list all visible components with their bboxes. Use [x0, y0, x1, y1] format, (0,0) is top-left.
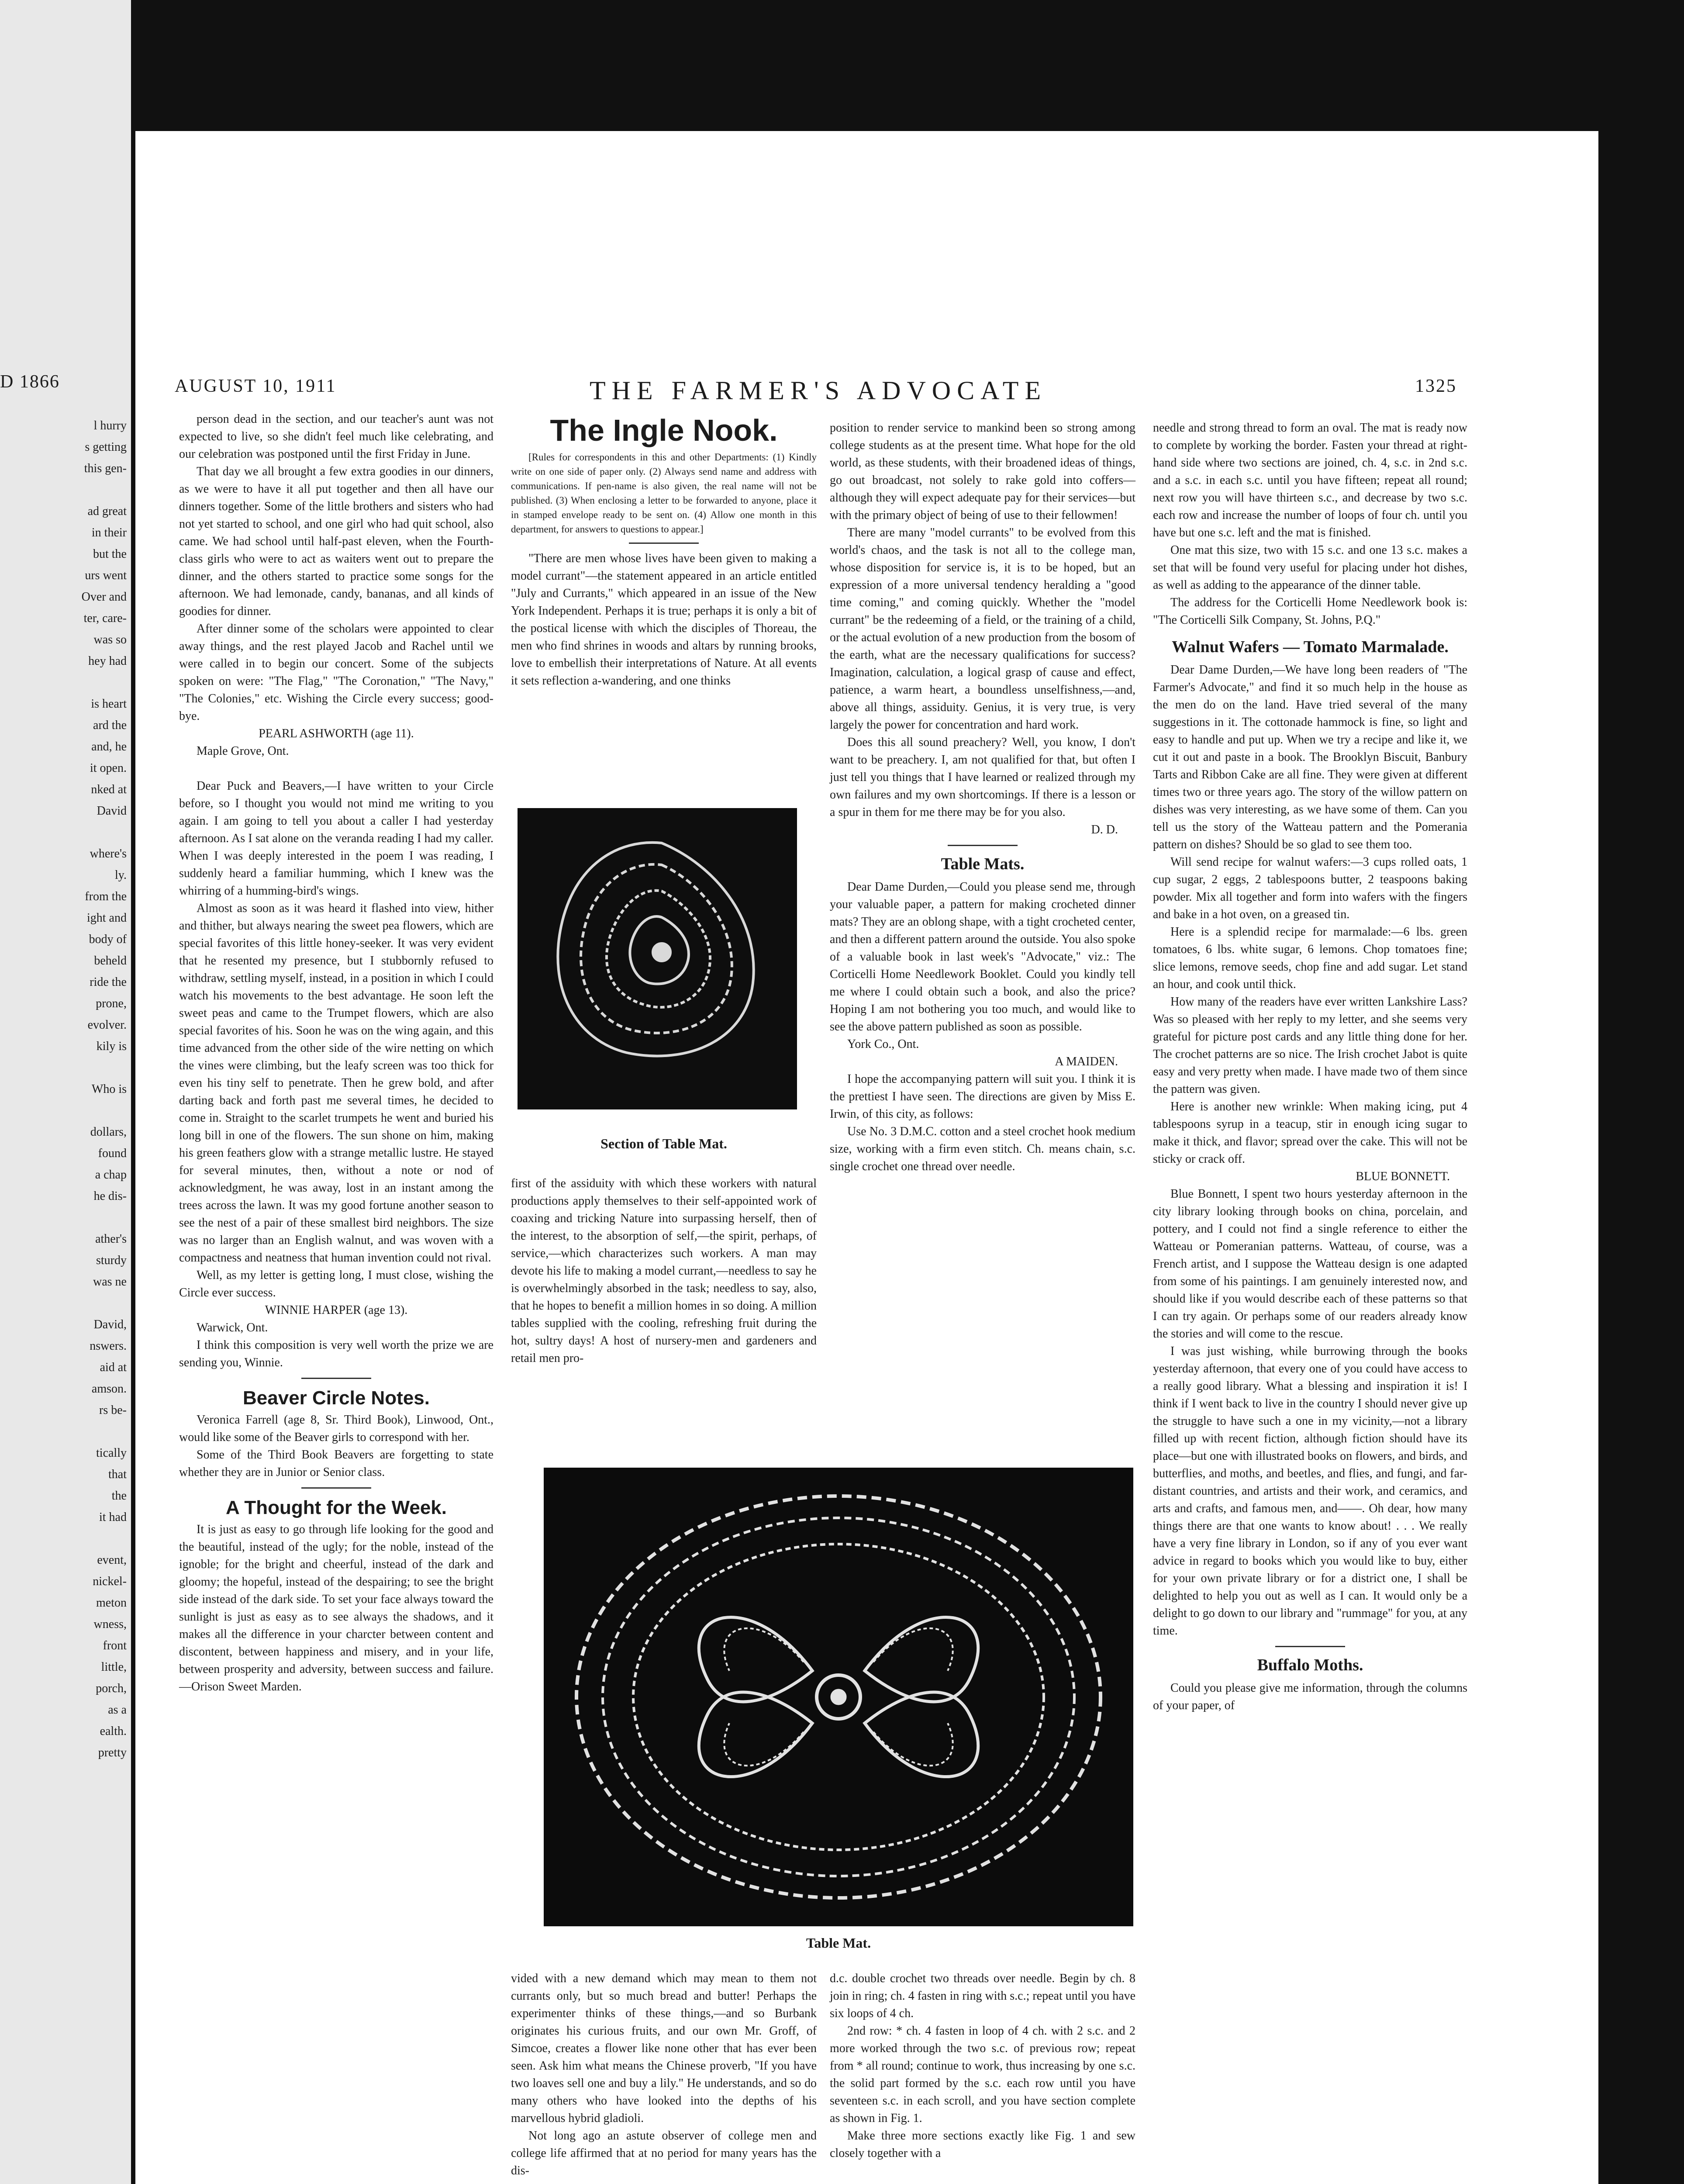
column-1 [179, 411, 493, 1696]
previous-page-line: urs went [85, 569, 127, 582]
section-of-table-mat-photo [518, 808, 797, 1109]
previous-page-line: dollars, [90, 1125, 127, 1139]
column-2-bottom [511, 1970, 817, 2180]
paragraph: Veronica Farrell (age 8, Sr. Third Book), Linwood, Ont., would like some of the Beaver girls to correspond with her. [179, 1413, 493, 1444]
paragraph: vided with a new demand which may mean to them not currants only, but so much bread and butter! Perhaps the experimenter thinks of these things,—and so Burbank originates his curious fruits, and our own Mr. Groff, of Simcoe, creates a flower like none other that has ever been seen. Ask him what means the Chinese proverb, "If you have two loaves sell one and buy a lily." He understands, and so do many others who have looked into the depths of his marvellous hybrid gladioli. [511, 1972, 817, 2125]
place: Maple Grove, Ont. [197, 744, 289, 758]
paragraph: Use No. 3 D.M.C. cotton and a steel crochet hook medium size, working with a firm even stitch. Ch. means chain, s.c. single crochet one thread over needle. [830, 1125, 1135, 1173]
table-mat-photo [544, 1468, 1133, 1926]
previous-page-line: nickel- [93, 1575, 127, 1588]
previous-page-line: a chap [95, 1168, 127, 1182]
paragraph: position to render service to mankind been so strong among college students as at the present time. What hope for the old world, as these students, with their broadened ideas of things, go out broadcast, not solely to rake gold into coffers—although they will expect adequate pay for their services—but with the primary object of being of use to their fellowmen! [830, 421, 1135, 522]
signature: D. D. [1091, 823, 1118, 836]
paragraph: It is just as easy to go through life looking for the good and the beautiful, instead of the ugly; for the noble, instead of the ignoble; for the bright and cheerful, instead of the dark and gloomy; the hopeful, instead of the despairing; to see the bright side instead of the dark side. To set your face always toward the sunlight is just as easy as to see always the shadows, and it makes all the difference in your charcter between content and discontent, between happiness and misery, and in your life, between prosperity and adversity, between success and failure.—Orison Sweet Marden. [179, 1523, 493, 1693]
scan-top-border [131, 0, 1684, 131]
previous-page-line: evolver. [87, 1018, 127, 1032]
column-2-continued [511, 1175, 817, 1367]
divider [948, 845, 1018, 846]
previous-page-line: was ne [93, 1275, 127, 1289]
previous-page-line: ealth. [100, 1724, 127, 1738]
previous-page-line: kily is [96, 1040, 127, 1053]
paragraph: One mat this size, two with 15 s.c. and one 13 s.c. makes a set that will be found very useful for placing under hot dishes, as well as adding to the appearance of the dinner table. [1153, 543, 1467, 592]
previous-page-line: ight and [87, 911, 127, 925]
paragraph: Not long ago an astute observer of college men and college life affirmed that at no period for many years has the dis- [511, 2129, 817, 2177]
divider [301, 1487, 371, 1489]
paragraph: first of the assiduity with which these workers with natural productions apply themselves to their self-appointed work of coaxing and tricking Nature into surpassing herself, then of the interest, to the absorption of self,—the spirit, perhaps, of service,—which characterizes such workers. A man may devote his life to making a model currant,—needless to say he is overwhelmingly absorbed in the task; needless to say, also, that he hopes to benefit a million homes in so doing. A million tables supplied with the cooling, refreshing fruit during the hot, sultry days! A host of nursery-men and gardeners and retail men pro- [511, 1177, 817, 1365]
page-gutter [131, 131, 135, 2184]
previous-page-line: where's [90, 847, 127, 860]
photo-caption: Section of Table Mat. [600, 1136, 727, 1151]
paragraph: Blue Bonnett, I spent two hours yesterday afternoon in the city library looking through books on china, porcelain, and pottery, and I could not find a single reference to either the Watteau or Pomeranian patterns. Watteau, of course, was a French artist, and I suppose the Watteau design is one adapted from some of his paintings. I am genuinely interested now, and should like if you would describe each of these patterns so that I can try again. Or perhaps some of our readers already know the stories and will come to the rescue. [1153, 1187, 1467, 1341]
divider [629, 543, 699, 544]
column-3 [830, 419, 1135, 1175]
previous-page-line: s getting [85, 440, 127, 454]
previous-page-line: pretty [98, 1746, 127, 1759]
previous-page-line: ly. [115, 868, 127, 882]
previous-page-line: in their [91, 526, 127, 539]
previous-page-line [0, 1057, 127, 1078]
paragraph: Make three more sections exactly like Fig. 1 and sew closely together with a [830, 2129, 1135, 2160]
previous-page-line: the [111, 1489, 127, 1503]
column-2 [511, 411, 817, 690]
previous-page-line: meton [96, 1596, 127, 1610]
paragraph: Will send recipe for walnut wafers:—3 cups rolled oats, 1 cup sugar, 2 eggs, 2 tablespoons butter, 2 teaspoons baking powder. Mix all together and form into wafers with the fingers and bake in a hot oven, on a greased tin. [1153, 855, 1467, 921]
previous-page-line: it had [99, 1510, 127, 1524]
previous-page-line [0, 1528, 127, 1549]
paragraph: How many of the readers have ever written Lankshire Lass? Was so pleased with her reply to my letter, and she seems very grateful for picture post cards and any little thing done for her. The crochet patterns are so nice. The Irish crochet Jabot is quite easy and very pretty when made. I have made two of them since the pattern was given. [1153, 995, 1467, 1096]
previous-page-line: ride the [90, 975, 127, 989]
previous-page-line: nked at [91, 783, 127, 796]
previous-page-line: front [103, 1639, 127, 1652]
previous-page-line: l hurry [93, 419, 127, 432]
crochet-mat-image [544, 1468, 1133, 1926]
previous-page-line [0, 1100, 127, 1121]
previous-page-line: ather's [95, 1232, 127, 1246]
previous-page-line: Over and [81, 590, 127, 604]
column-4 [1153, 419, 1467, 1714]
crochet-section-image [518, 808, 797, 1109]
previous-page-line: tically [96, 1446, 127, 1460]
paragraph: The address for the Corticelli Home Needlework book is: "The Corticelli Silk Company, St. Johns, P.Q." [1153, 596, 1467, 627]
signature: BLUE BONNETT. [1356, 1170, 1450, 1183]
section-heading: Walnut Wafers — Tomato Marmalade. [1172, 638, 1449, 656]
section-heading: A Thought for the Week. [226, 1497, 447, 1518]
place: York Co., Ont. [847, 1037, 919, 1051]
paragraph: Dear Dame Durden,—We have long been readers of "The Farmer's Advocate," and find it so much help in the house as the men do on the land. Have tried several of the many suggestions in it. The cottonade hammock is fine, so light and easy to handle and put up. When we try a recipe and like it, we cut it out and paste in a book. The Brooklyn Biscuit, Banbury Tarts and Ribbon Cake are all fine. They were given at different times two or three years ago. The story of the willow pattern on dishes was very interesting, as we have some of them. Can you tell us the story of the Watteau pattern and the Pomerania pattern on dishes? Should be so glad to see them too. [1153, 663, 1467, 851]
divider [301, 1378, 371, 1379]
previous-page-line: that [108, 1468, 127, 1481]
previous-page-line: rs be- [99, 1403, 127, 1417]
paragraph: Well, as my letter is getting long, I must close, wishing the Circle ever success. [179, 1268, 493, 1299]
previous-page-line: aid at [100, 1361, 127, 1374]
previous-page-line: ad great [87, 505, 127, 518]
previous-page-line: ter, care- [83, 612, 127, 625]
previous-page-line [0, 672, 127, 693]
previous-page-line: David [97, 804, 127, 818]
previous-page-fragment [0, 306, 127, 2184]
previous-page-line: it open. [90, 761, 127, 775]
photo-caption: Table Mat. [806, 1935, 871, 1951]
page-number: 1325 [1415, 376, 1457, 396]
masthead-title: THE FARMER'S ADVOCATE [590, 376, 1047, 405]
editor-note: I think this composition is very well worth the prize we are sending you, Winnie. [179, 1338, 493, 1369]
previous-page-line: porch, [96, 1682, 127, 1695]
department-title: The Ingle Nook. [550, 413, 778, 447]
previous-page-line: wness, [93, 1617, 127, 1631]
section-heading: Buffalo Moths. [1257, 1656, 1363, 1674]
previous-page-line: beheld [94, 954, 127, 968]
previous-page-line: was so [93, 633, 127, 646]
previous-page-line: found [98, 1147, 127, 1160]
section-heading: Beaver Circle Notes. [243, 1387, 430, 1409]
previous-page-line [0, 479, 127, 501]
paragraph: "There are men whose lives have been given to making a model currant"—the statement appeared in an article entitled "July and Currants," which appeared in an issue of the New York Independent. Perhaps it is true; perhaps it is only a bit of the postical license with which the disciples of Thoreau, the men who find shrines in woods and altars by running brooks, love to embellish their interpretations of Nature. At all events it sets reflection a-wandering, and one thinks [511, 552, 817, 688]
previous-page-line: little, [101, 1660, 127, 1674]
paragraph: Does this all sound preachery? Well, you know, I don't want to be preachery. I, am not qualified for that, but often I just tell you things that I have learned or realized through my own failures and my own shortcomings. If there is a lesson or a spur in them for me there may be for you also. [830, 736, 1135, 819]
previous-page-line [0, 1292, 127, 1314]
previous-page-line: prone, [96, 997, 127, 1010]
previous-page-line: amson. [91, 1382, 127, 1396]
previous-page-line: ard the [93, 719, 127, 732]
previous-page-line [0, 1207, 127, 1228]
previous-page-line: sturdy [96, 1254, 127, 1267]
previous-page-text [0, 415, 127, 1763]
paragraph: Dear Puck and Beavers,—I have written to your Circle before, so I thought you would not mind me writing to you again. I am going to tell you about a caller I had yesterday afternoon. As I sat alone on the veranda reading I had my caller. When I was deeply interested in the poem I was reading, I suddenly heard a familiar humming, which I knew was the whirring of a humming-bird's wings. [179, 779, 493, 898]
signature: WINNIE HARPER (age 13). [265, 1303, 408, 1317]
section-heading: Table Mats. [941, 855, 1025, 873]
paragraph: d.c. double crochet two threads over needle. Begin by ch. 8 join in ring; ch. 4 fasten in ring with s.c.; repeat until you have six loops of 4 ch. [830, 1972, 1135, 2020]
previous-page-line: body of [89, 933, 127, 946]
paragraph: There are many "model currants" to be evolved from this world's chaos, and the task is not all to the college man, whose disposition for service is, it is to be hoped, but an expression of a more universal tendency heralding a "good time coming," and coming quickly. Whether the "model currant" be the redeeming of a field, or the training of a child, or the actual evolution of a new production from the bosom of the earth, what are the necessary qualifications for success? Imagination, calculation, a logical grasp of cause and effect, patience, a warm heart, a boundless unselfishness,—and, above all things, assiduity. Genius, it is very true, is very largely the power for concentration and hard work. [830, 526, 1135, 732]
paragraph: 2nd row: * ch. 4 fasten in loop of 4 ch. with 2 s.c. and 2 more worked through the two s.c. of previous row; repeat from * all round; continue to work, thus increasing by one s.c. the solid part formed by the s.c. each row until you have seventeen s.c. in each scroll, and you have section complete as shown in Fig. 1. [830, 2024, 1135, 2125]
previous-page-line: David, [93, 1318, 127, 1331]
paragraph: I was just wishing, while burrowing through the books yesterday afternoon, that every one of you could have access to a really good library. What a blessing and inspiration it is! I think if I went back to live in the country I should never give up the struggle to have such a one in my vicinity,—not a library filled up with recent fiction, although fiction should have its place—but one with illustrated books on flowers, and birds, and butterflies, and moths, and beetles, and flies, and fungi, and far-distant countries, and artists and their work, and ceramics, and arts and crafts, and famous men, and——. Oh dear, how many things there are that one wants to know about! . . . We really have a very fine library in London, so if any of you ever want advice in regard to books which you would like to buy, either for your own private library or for a district one, I shall be delighted to help you out as well as I can. It would only be a delight to go down to our library and "rummage" for you, at any time. [1153, 1344, 1467, 1638]
paragraph: That day we all brought a few extra goodies in our dinners, as we were to have it all put together and then all have our dinners together. Some of the little brothers and sisters who had not yet started to school, and one girl who had quit school, also came. We had school until half-past eleven, when the Fourth-class girls who were to act as waiters went out to prepare the dinner, and the others started to practice some songs for the afternoon. We had lemonade, candy, bananas, and all kinds of goodies for dinner. [179, 465, 493, 618]
paragraph: Here is another new wrinkle: When making icing, put 4 tablespoons syrup in a teacup, stir in enough icing sugar to make it thick, and flavor; spread over the cake. This will not be sticky or crack off. [1153, 1100, 1467, 1166]
place: Warwick, Ont. [197, 1321, 268, 1334]
previous-page-line: as a [108, 1703, 127, 1717]
rules-note: [Rules for correspondents in this and other Departments: (1) Kindly write on one side of paper only. (2) Always send name and address with communications. If pen-name is also given, the real name will not be published. (3) When enclosing a letter to be forwarded to anyone, place it in stamped envelope ready to be sent on. (4) Allow one month in this department, for answers to questions to appear.] [511, 452, 817, 535]
previous-page-line: and, he [91, 740, 127, 753]
column-3-bottom [830, 1970, 1135, 2162]
paragraph: needle and strong thread to form an oval. The mat is ready now to complete by working the border. Fasten your thread at right-hand side where two sections are joined, ch. 4, s.c. in 2nd s.c. and a s.c. in each s.c. until you have fifteen; repeat all round; next row you will have thirteen s.c., and decrease by two s.c. each row and increase the number of loops of four ch. until you have but one s.c. left and the mat is finished. [1153, 421, 1467, 539]
paragraph: Could you please give me information, through the columns of your paper, of [1153, 1681, 1467, 1712]
previous-page-line: Who is [91, 1082, 127, 1096]
previous-page-line: nswers. [90, 1339, 127, 1353]
previous-page-line: event, [97, 1553, 127, 1567]
issue-date: AUGUST 10, 1911 [175, 376, 337, 396]
previous-page-line: but the [93, 547, 127, 561]
previous-page-line: this gen- [84, 462, 127, 475]
signature: A MAIDEN. [1055, 1055, 1118, 1068]
paragraph: person dead in the section, and our teacher's aunt was not expected to live, so she didn't feel much like celebrating, and our celebration was postponed until the first Friday in June. [179, 412, 493, 461]
paragraph: Dear Dame Durden,—Could you please send me, through your valuable paper, a pattern for making crocheted dinner mats? They are an oblong shape, with a tight crocheted center, and then a different pattern around the outside. You also spoke of a valuable book in last week's "Advocate," viz.: The Corticelli Home Needlework Booklet. Could you kindly tell me where I could obtain such a book, and also the price? Hoping I am not bothering you too much, and would like to see the above pattern published as soon as possible. [830, 880, 1135, 1033]
paragraph: Here is a splendid recipe for marmalade:—6 lbs. green tomatoes, 6 lbs. white sugar, 6 lemons. Chop tomatoes fine; slice lemons, remove seeds, chop fine and add sugar. Let stand an hour, and cook until thick. [1153, 925, 1467, 991]
previous-page-line: is heart [91, 697, 127, 711]
previous-page-header: D 1866 [0, 372, 60, 392]
previous-page-line [0, 1421, 127, 1442]
paragraph: I hope the accompanying pattern will suit you. I think it is the prettiest I have seen. The directions are given by Miss E. Irwin, of this city, as follows: [830, 1072, 1135, 1121]
previous-page-line: he dis- [93, 1189, 127, 1203]
divider [1275, 1646, 1345, 1647]
previous-page-line: from the [85, 890, 127, 903]
previous-page-line: hey had [88, 654, 127, 668]
previous-page-line [0, 822, 127, 843]
paragraph: After dinner some of the scholars were appointed to clear away things, and the rest played Jacob and Rachel until we were called in to begin our concert. Some of the subjects spoken on were: "The Flag," "The Coronation," "The Navy," "The Colonies," etc. Wishing the Circle every success; good-bye. [179, 622, 493, 723]
paragraph: Some of the Third Book Beavers are forgetting to state whether they are in Junior or Senior class. [179, 1448, 493, 1479]
paragraph: Almost as soon as it was heard it flashed into view, hither and thither, but always nearing the sweet pea flowers, which are special favorites of this little honey-seeker. It was very evident that he resented my presence, but I stubbornly refused to withdraw, settling myself, instead, in a position in which I could watch his movements to the best advantage. He soon left the sweet peas and came to the Trumpet flowers, which are also special favorites of his. Soon he was on the wing again, and this time advanced from the other side of the wire netting on which the vines were climbing, but the leafy screen was too thick for even his tiny self to penetrate. Then he grew bold, and after darting back and forth past me several times, he decided to come in. Straight to the scarlet trumpets he went and buried his long bill in one of the flowers. The sun shone on him, making his green feathers glow with a strange metallic lustre. He stayed for several minutes, then, without a note or nod of acknowledgment, he was away, lost in an instant among the trees across the lawn. It was my good fortune another season to see the nest of a pair of these smallest bird neighbors. The size was no larger than an English walnut, and was woven with a compactness and neatness that human invention could not rival. [179, 902, 493, 1265]
signature: PEARL ASHWORTH (age 11). [259, 727, 414, 740]
